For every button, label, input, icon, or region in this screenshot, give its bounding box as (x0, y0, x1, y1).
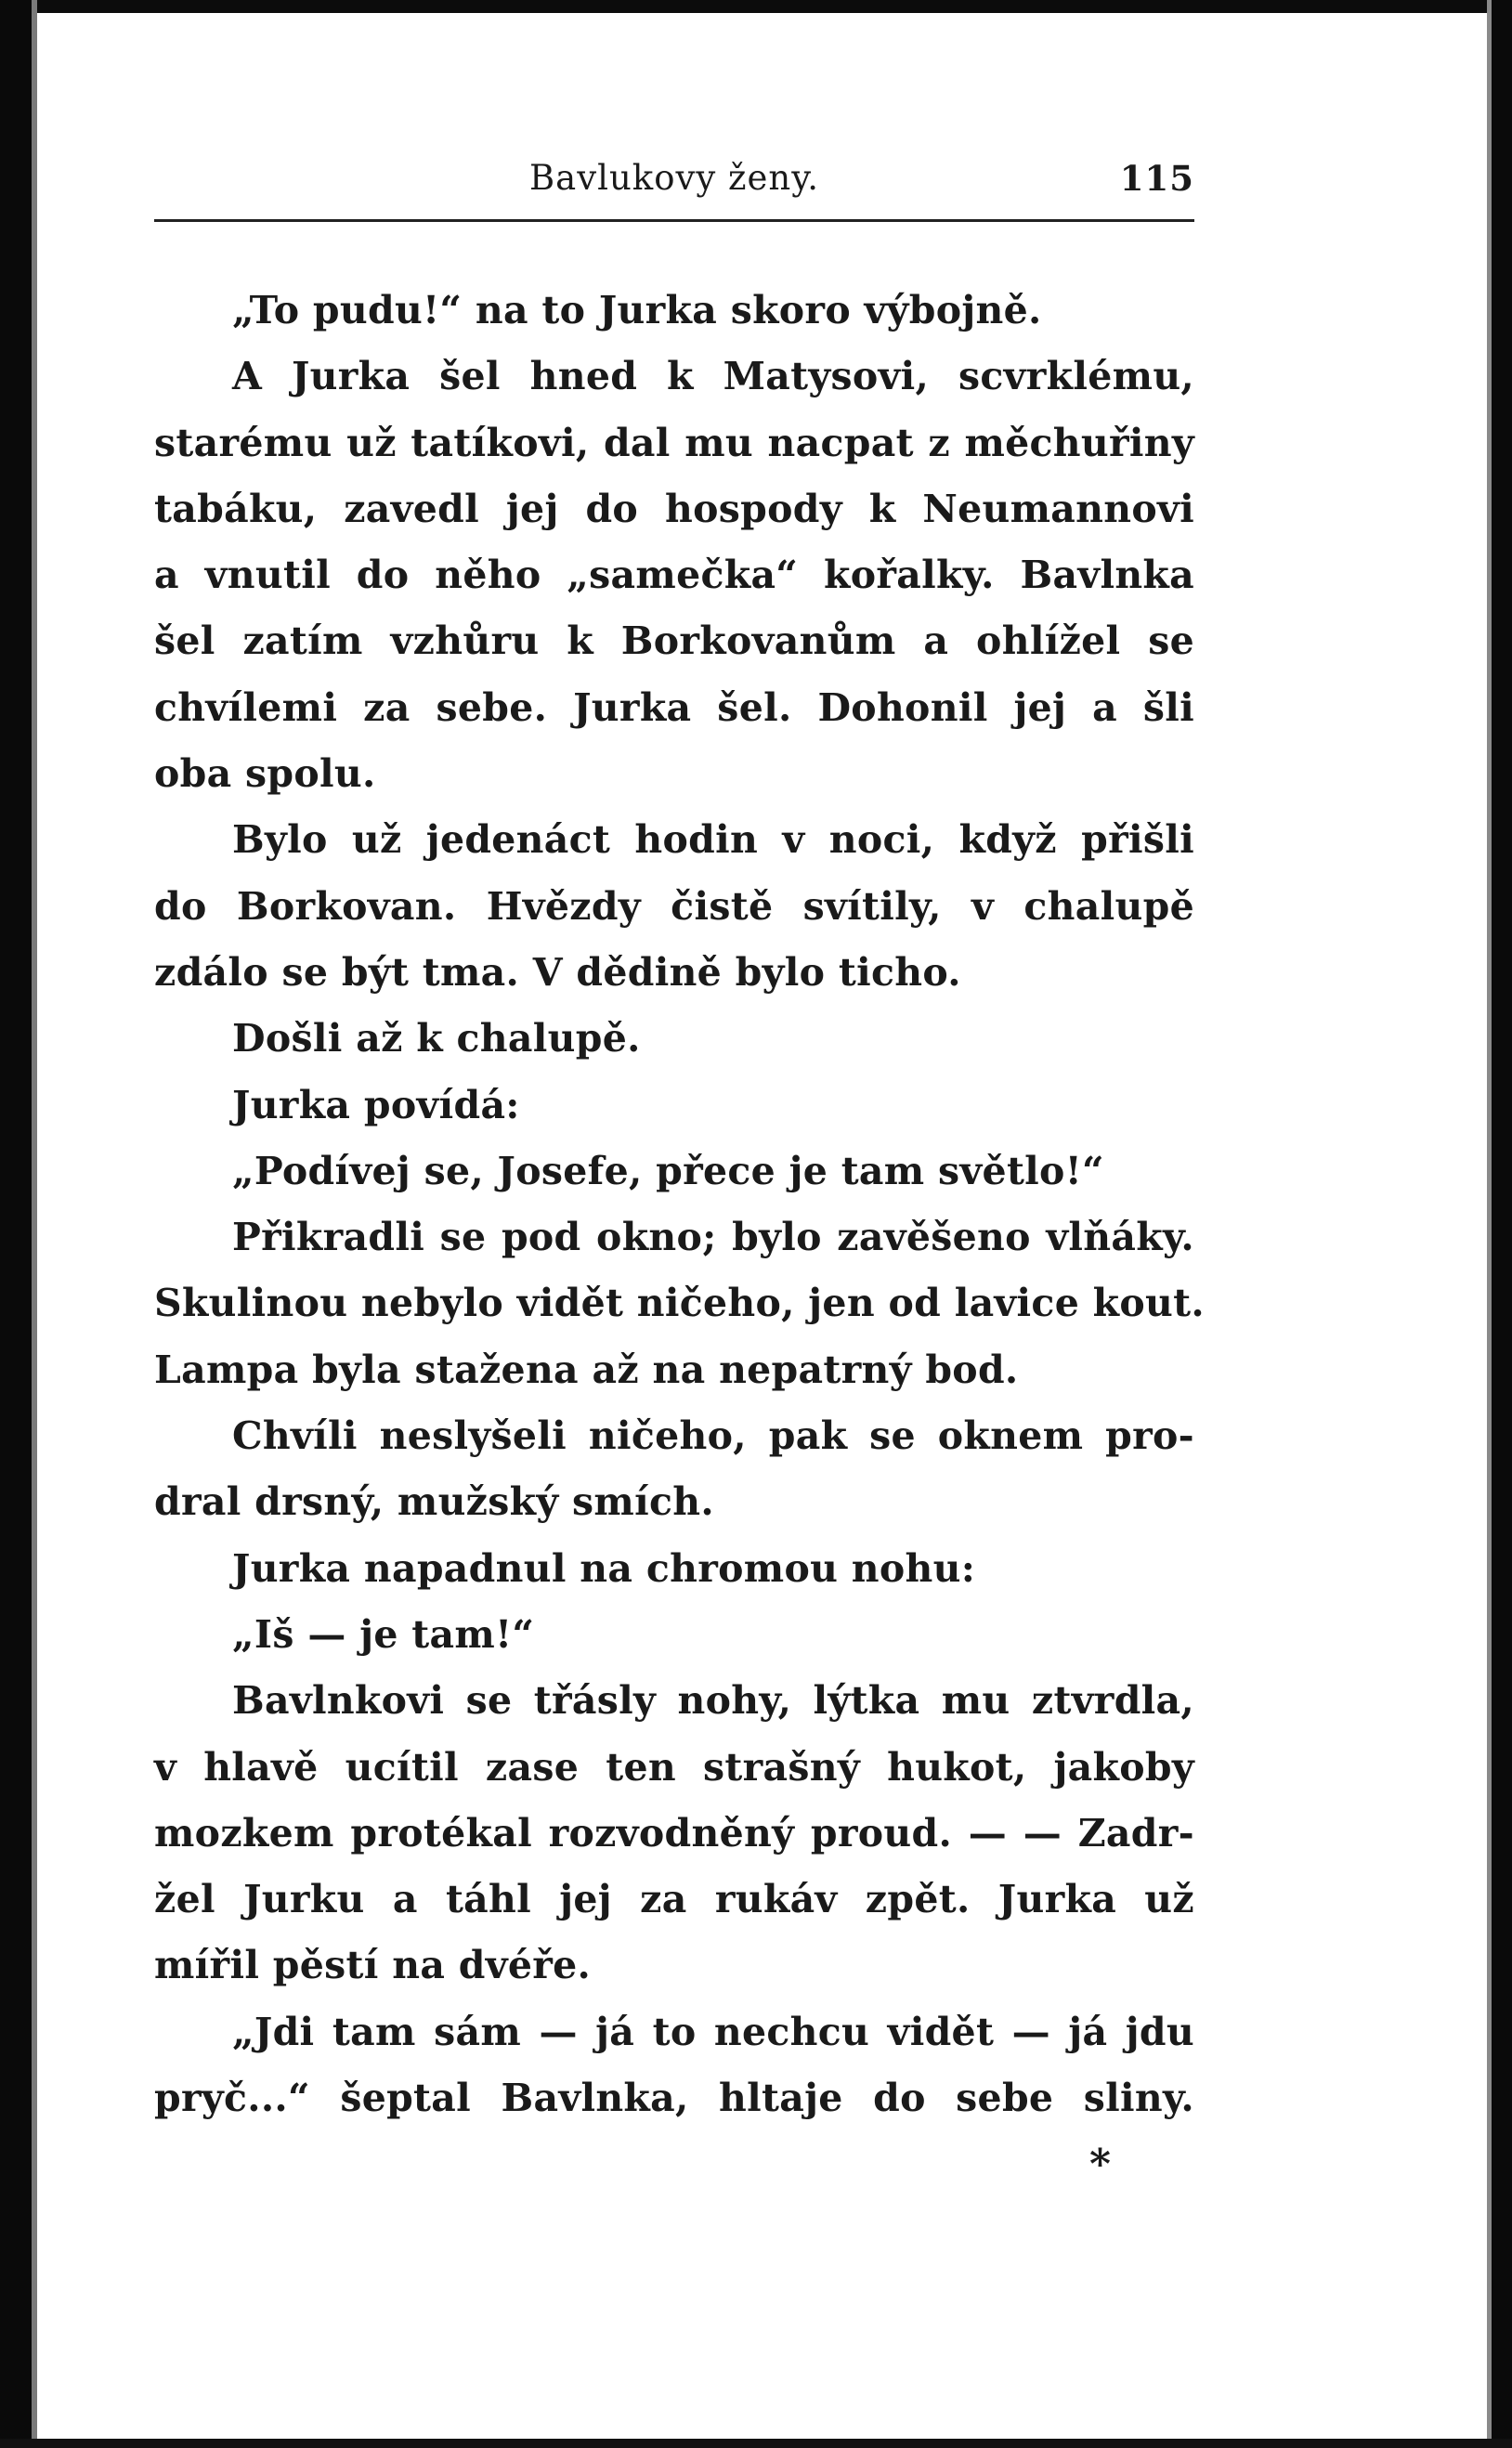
header-rule (154, 219, 1194, 222)
text-line: zdálo se být tma. V dědině bylo ticho. (154, 949, 961, 995)
text-line: starému už tatíkovi, dal mu nacpat z měchuřiny (154, 420, 1194, 465)
text-line: A Jurka šel hned k Matysovi, scvrklému, (232, 354, 1194, 399)
text-line: „To pudu!“ na to Jurka skoro výbojně. (232, 288, 1042, 332)
scan-edge-right-shade (1487, 0, 1492, 2448)
scan-edge-left-shade (32, 0, 37, 2448)
running-title: Bavlukovy ženy. (528, 158, 820, 198)
body-text (154, 278, 1205, 2131)
scan-edge-left (0, 0, 32, 2448)
text-line: tabáku, zavedl jej do hospody k Neumannovi (154, 486, 1194, 531)
scan-edge-top (0, 0, 1512, 13)
text-line: Přikradli se pod okno; bylo zavěšeno vlňáky. (232, 1215, 1194, 1260)
text-line: dral drsný, mužský smích. (154, 1479, 714, 1525)
text-line: „Iš — je tam!“ (232, 1611, 535, 1657)
text-line: chvílemi za sebe. Jurka šel. Dohonil jej a šli (154, 684, 1194, 730)
text-line: Jurka povídá: (232, 1082, 520, 1127)
text-line: žel Jurku a táhl jej za rukáv zpět. Jurka už (154, 1877, 1194, 1922)
text-line: Skulinou nebylo vidět ničeho, jen od lavice kout. (154, 1281, 1205, 1326)
text-line: Bylo už jedenáct hodin v noci, když přišli (232, 817, 1194, 863)
book-page (154, 149, 1205, 2197)
scan-edge-right (1492, 0, 1512, 2448)
text-line: do Borkovan. Hvězdy čistě svítily, v chalupě (154, 883, 1194, 929)
text-line: v hlavě ucítil zase ten strašný hukot, jakoby (154, 1744, 1194, 1790)
text-line: oba spolu. (154, 751, 376, 797)
text-line: pryč...“ šeptal Bavlnka, hltaje do sebe sliny. (154, 2076, 1194, 2121)
text-line: Lampa byla stažena až na nepatrný bod. (154, 1347, 1019, 1392)
scan-edge-bottom (0, 2439, 1512, 2448)
text-line: mířil pěstí na dvéře. (154, 1943, 592, 1988)
text-line: „Jdi tam sám — já to nechcu vidět — já jdu (232, 2009, 1194, 2054)
page-number: 115 (1119, 158, 1194, 199)
section-end-asterisk: * (1088, 2141, 1111, 2189)
text-line: mozkem protékal rozvodněný proud. — — Zadr- (154, 1810, 1194, 1856)
text-line: Jurka napadnul na chromou nohu: (232, 1545, 976, 1591)
text-line: šel zatím vzhůru k Borkovanům a ohlížel se (154, 619, 1194, 664)
text-line: „Podívej se, Josefe, přece je tam světlo!“ (232, 1148, 1104, 1193)
text-line: Došli až k chalupě. (232, 1016, 641, 1061)
text-line: Bavlnkovi se třásly nohy, lýtka mu ztvrdla, (232, 1678, 1194, 1724)
text-line: a vnutil do něho „samečka“ kořalky. Bavlnka (154, 553, 1194, 598)
text-line: Chvíli neslyšeli ničeho, pak se oknem pro- (232, 1413, 1194, 1459)
running-head (154, 149, 1194, 215)
